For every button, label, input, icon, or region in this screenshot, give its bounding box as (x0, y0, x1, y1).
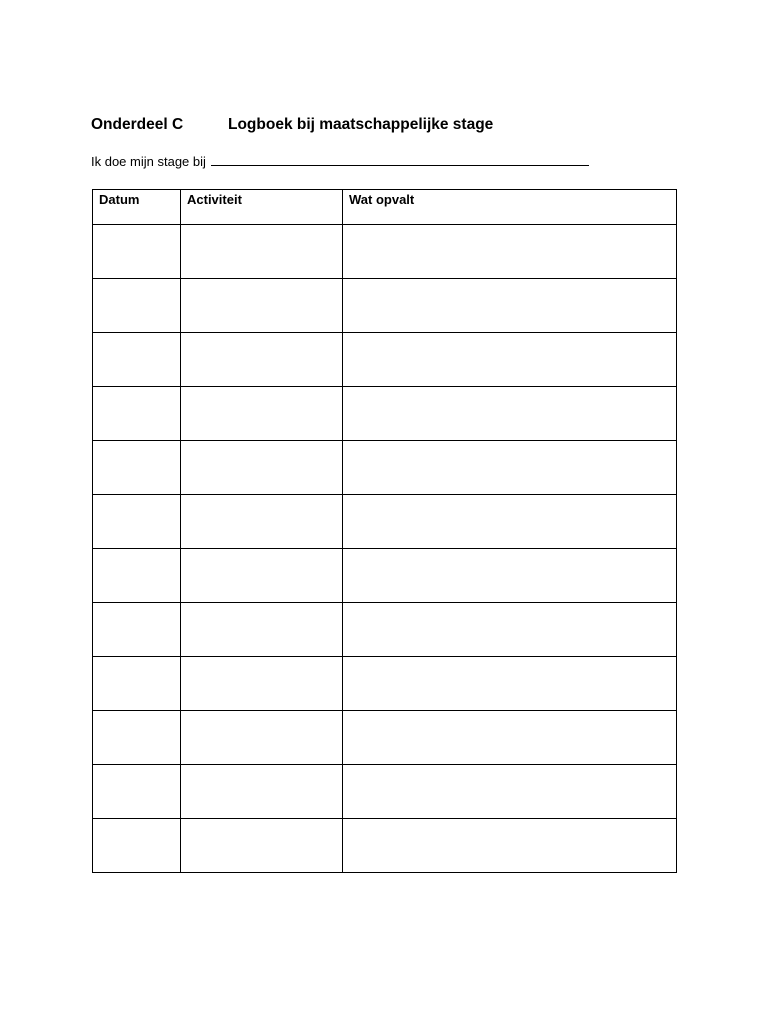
activiteit-cell[interactable] (181, 387, 343, 441)
activiteit-cell[interactable] (181, 441, 343, 495)
wat-opvalt-cell[interactable] (343, 603, 677, 657)
page-heading (91, 116, 493, 134)
wat-opvalt-cell[interactable] (343, 225, 677, 279)
wat-opvalt-cell[interactable] (343, 333, 677, 387)
table-row (93, 711, 677, 765)
datum-cell[interactable] (93, 765, 181, 819)
header-activiteit: Activiteit (181, 190, 343, 225)
logbook-table (92, 189, 677, 873)
internship-line (91, 154, 589, 169)
header-row (93, 190, 677, 225)
activiteit-cell[interactable] (181, 711, 343, 765)
wat-opvalt-cell[interactable] (343, 657, 677, 711)
datum-cell[interactable] (93, 819, 181, 873)
table-row (93, 657, 677, 711)
table-row (93, 225, 677, 279)
activiteit-cell[interactable] (181, 333, 343, 387)
logbook-body (93, 225, 677, 873)
wat-opvalt-cell[interactable] (343, 441, 677, 495)
wat-opvalt-cell[interactable] (343, 711, 677, 765)
datum-cell[interactable] (93, 495, 181, 549)
wat-opvalt-cell[interactable] (343, 765, 677, 819)
part-label: Onderdeel C (91, 116, 184, 133)
wat-opvalt-cell[interactable] (343, 819, 677, 873)
wat-opvalt-cell[interactable] (343, 279, 677, 333)
activiteit-cell[interactable] (181, 549, 343, 603)
activiteit-cell[interactable] (181, 765, 343, 819)
header-wat-opvalt: Wat opvalt (343, 190, 677, 225)
activiteit-cell[interactable] (181, 603, 343, 657)
table-row (93, 603, 677, 657)
datum-cell[interactable] (93, 603, 181, 657)
table-row (93, 387, 677, 441)
datum-cell[interactable] (93, 333, 181, 387)
datum-cell[interactable] (93, 657, 181, 711)
table-row (93, 279, 677, 333)
activiteit-cell[interactable] (181, 819, 343, 873)
page-title: Logboek bij maatschappelijke stage (228, 116, 494, 133)
activiteit-cell[interactable] (181, 225, 343, 279)
activiteit-cell[interactable] (181, 279, 343, 333)
datum-cell[interactable] (93, 711, 181, 765)
header-datum: Datum (93, 190, 181, 225)
intro-label: Ik doe mijn stage bij (91, 154, 206, 169)
table-row (93, 549, 677, 603)
table-row (93, 495, 677, 549)
datum-cell[interactable] (93, 225, 181, 279)
datum-cell[interactable] (93, 387, 181, 441)
datum-cell[interactable] (93, 441, 181, 495)
datum-cell[interactable] (93, 549, 181, 603)
wat-opvalt-cell[interactable] (343, 495, 677, 549)
activiteit-cell[interactable] (181, 495, 343, 549)
table-row (93, 819, 677, 873)
activiteit-cell[interactable] (181, 657, 343, 711)
fill-in-blank[interactable] (211, 155, 589, 166)
datum-cell[interactable] (93, 279, 181, 333)
wat-opvalt-cell[interactable] (343, 549, 677, 603)
table-row (93, 333, 677, 387)
table-row (93, 765, 677, 819)
table-row (93, 441, 677, 495)
wat-opvalt-cell[interactable] (343, 387, 677, 441)
